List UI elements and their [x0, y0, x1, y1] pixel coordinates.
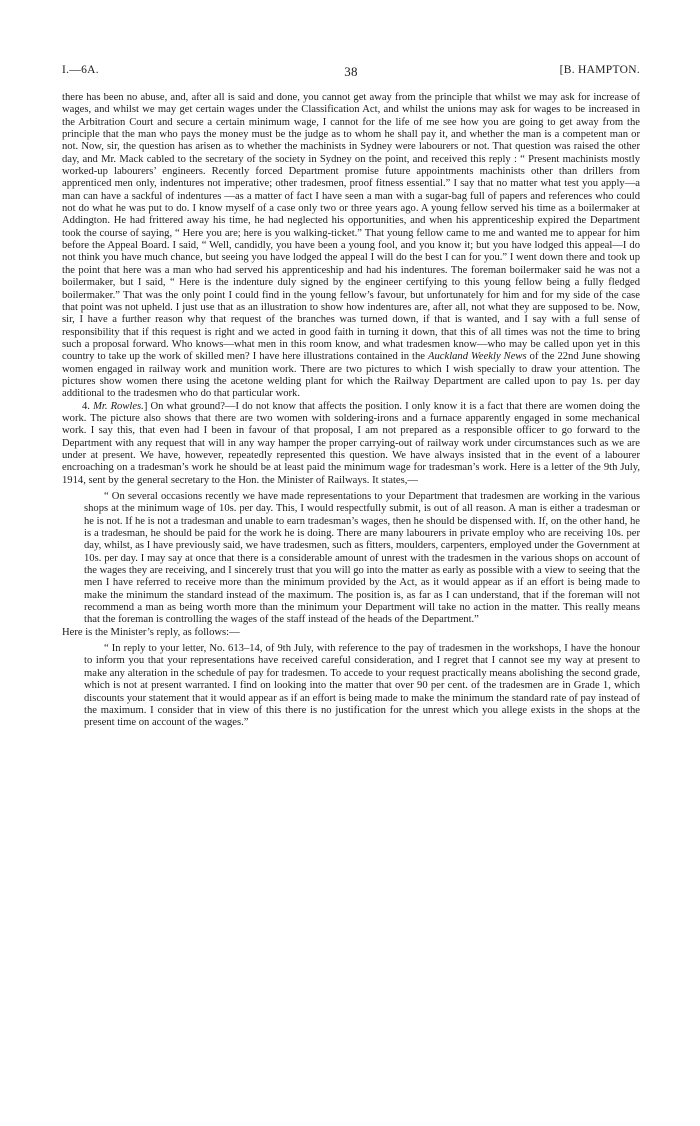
minister-reply-quote — [84, 643, 640, 729]
paragraph-text-tail: of the 22nd June showing women engaged in railway work and munition work. There are two pictures to which I wish specially to draw your attention. The pictures show women there using the acetone welding plant for which the Railway Department are called upon to pay 1s. per day additional to the tradesmen who do that particular work. — [62, 351, 641, 400]
reply-intro: Here is the Minister’s reply, as follows:— — [62, 626, 240, 638]
question-number: 4. — [82, 400, 90, 412]
page-header — [62, 64, 640, 80]
answer-text: ] On what ground?—I do not know that affects the position. I only know it is a fact that there are women doing the work. The picture also shows that there are two women with soldering-irons and a furnace apparently engaged in some mechanical work. I say this, that even had I been in favour of that proposal, I am not prepared as a responsible officer to go forward to the Department with any request that will in any way hamper the proper carrying-out of railway work under circumstances such as we are under at present. We have, however, repeatedly represented this question. We have always insisted that in the event of a labourer encroaching on a tradesman’s work he should be at least paid the minimum wage for tradesman’s work. Here is a letter of the 9th July, 1914, sent by the general secretary to the Hon. the Minister of Railways. It states,— — [62, 400, 641, 486]
letter-quote — [84, 491, 640, 627]
witness-name: [B. HAMPTON. — [559, 64, 640, 76]
page-number: 38 — [344, 64, 358, 79]
newspaper-title: Auckland Weekly News — [428, 351, 527, 363]
paragraph-text: there has been no abuse, and, after all is said and done, you cannot get away from the principle that whilst we may ask for increase of wages, and whilst we may get certain wages under the Classification Act, and whilst the unions may ask for wages to be increased in the Arbitration Court and secure a certain minimum wage, I cannot for the life of me see how you are going to get away from the principle that the man who pays the money must be the judge as to whom he shall pay it, and whether the man is a competent man or not. Now, sir, the question has arisen as to whether the machinists in Sydney were labourers or not. That question was raised the other day, and Mr. Mack cabled to the secretary of the society in Sydney on the point, and received this reply : “ Present machinists mostly worked-up labourers’ engineers. Recently forced Department promise future appointments machinists other than drillers from apprenticed men only, indentures not imperative; other tradesmen, proof fitness essential.” I say that no matter what test you apply—a man can have a sackful of indentures —as a matter of fact I have seen a man with a sugar-bag full of papers and references who could not do what he was put to do. I know myself of a case only two or three years ago. A young fellow served his time as a boilermaker at Addington. He had frittered away his time, he had neglected his opportunities, and when his apprenticeship expired the Department took the course of saying, “ Here you are; here is you walking-ticket.” That young fellow came to me and wanted me to appear for him before the Appeal Board. I said, “ Well, candidly, you have been a young fool, and you know it; but you have lodged this appeal—I do not think you have much chance, but seeing you have lodged the appeal I will do the best I can for you.” I went down there and took up the point that here was a man who had served his apprenticeship and had his indentures. The foreman boilermaker said he was not a boilermaker, but I said, “ Here is the indenture duly signed by the engineer certifying to this young fellow being a fully fledged boilermaker.” That was the only point I could find in the young fellow’s favour, but unfortunately for him and for my side of the case that point was not upheld. I just use that as an illustration to show how indentures are, after all, not what they are supposed to be. Now, sir, I have a further reason why that request of the branches was turned down, if that is wanted, and I say with a full sense of responsibility that if this request is right and we acted in good faith in turning it down, that this of all times was not the time to bring such a proposal forward. Who knows—what men in this room know, and what tradesmen know—who may be called upon yet in this country to take up the work of skilled men? I have here illustrations contained in the — [62, 92, 640, 363]
letter-text: “ On several occasions recently we have made representations to your Department that tradesmen are working in the various shops at the minimum wage of 10s. per day. This, I would respectfully submit, is out of all reason. A man is either a tradesman or he is not. If he is not a tradesman and unable to earn tradesman’s wages, then he should be dispensed with. If, on the other hand, he is a tradesman, he should be paid for the work he is doing. There are many labourers in private employ who are receiving 10s. per day, whilst, as I have previously said, we have tradesmen, such as fitters, moulders, carpenters, employed under the Government at 10s. per day. I may say at once that there is a considerable amount of unrest with the tradesmen in the various shops on account of the wages they are receiving, and I sincerely trust that you will go into the matter as early as possible with a view to seeing that the men I have referred to receive more than the minimum provided by the Act, as it would appear as if an effort is being made to make the minimum the standard instead of the maximum. The position is, as far as I can understand, that if the foreman will not recommend a man as being worth more than the minimum your Department will take no action in the matter. This really means that the foreman is controlling the wages of the staff instead of the heads of the Department.” — [84, 491, 640, 626]
paragraph-continuation — [62, 92, 640, 401]
speaker-name: Mr. Rowles. — [93, 400, 144, 412]
reply-text: “ In reply to your letter, No. 613–14, of 9th July, with reference to the pay of tradesmen in the workshops, I have the honour to inform you that your representations have received careful consideration, and I regret that I cannot see my way at present to make any alteration in the schedule of pay for tradesmen. To accede to your request practically means abolishing the second grade, which is not at present warranted. I find on looking into the matter that over 90 per cent. of the tradesmen are in Grade 1, which discounts your statement that it would appear as if an effort is being made to make the minimum the standard rate of pay instead of the maximum. I consider that in view of this there is no justification for the unrest which you allege exists in the shops at the present time on account of the wages.” — [84, 643, 640, 729]
document-body — [62, 92, 640, 730]
paper-reference: I.—6A. — [62, 64, 99, 76]
question-paragraph — [62, 401, 640, 487]
